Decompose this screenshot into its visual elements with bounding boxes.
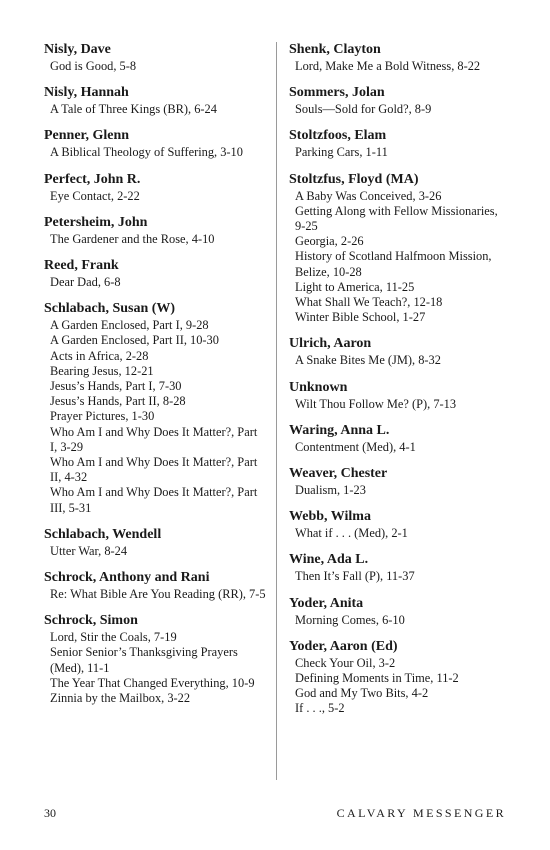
author-name: Schrock, Anthony and Rani: [44, 570, 210, 586]
author-name: Perfect, John R.: [44, 171, 141, 187]
article-title: A Garden Enclosed, Part I, 9-28: [50, 318, 209, 333]
article-title: Getting Along with Fellow Missionaries, 9-25: [295, 203, 498, 234]
article-title: Utter War, 8-24: [50, 543, 128, 558]
article-title: Dualism, 1-23: [295, 483, 366, 498]
author-name: Waring, Anna L.: [289, 422, 390, 438]
index-entry: [44, 214, 266, 247]
index-entry: [289, 638, 511, 717]
index-entry: [44, 127, 266, 160]
author-name: Schrock, Simon: [44, 613, 138, 629]
index-entry: [289, 41, 511, 74]
article-title: God is Good, 5-8: [50, 59, 137, 73]
author-name: Wine, Ada L.: [289, 552, 369, 568]
article-title: Who Am I and Why Does It Matter?, Part I, 3-29: [50, 424, 258, 454]
author-name: Stoltzfoos, Elam: [289, 128, 387, 144]
article-title: If . . ., 5-2: [295, 701, 345, 716]
article-title: Souls—Sold for Gold?, 8-9: [295, 102, 432, 117]
index-column-left: [44, 41, 266, 716]
index-entry: [289, 551, 511, 584]
author-name: Petersheim, John: [44, 214, 148, 230]
article-title: A Garden Enclosed, Part II, 10-30: [50, 333, 219, 348]
author-name: Schlabach, Susan (W): [44, 301, 176, 317]
author-name: Yoder, Aaron (Ed): [289, 638, 398, 654]
article-title: Jesus’s Hands, Part I, 7-30: [50, 379, 182, 394]
author-name: Sommers, Jolan: [289, 85, 385, 101]
article-title: Defining Moments in Time, 11-2: [295, 671, 459, 686]
index-entry: [44, 300, 266, 516]
index-entry: [289, 127, 511, 160]
article-title: Who Am I and Why Does It Matter?, Part III, 5-31: [50, 485, 258, 515]
index-entry: [44, 257, 266, 290]
index-entry: [289, 335, 511, 368]
article-title: The Gardener and the Rose, 4-10: [50, 231, 215, 246]
article-title: Morning Comes, 6-10: [295, 612, 405, 627]
article-title: What Shall We Teach?, 12-18: [295, 295, 443, 310]
article-title: Eye Contact, 2-22: [50, 188, 140, 203]
article-title: Re: What Bible Are You Reading (RR), 7-5: [50, 587, 266, 602]
index-entry: [289, 379, 511, 412]
article-title: Contentment (Med), 4-1: [295, 439, 416, 454]
index-entry: [289, 171, 511, 326]
index-entry: [44, 569, 266, 602]
index-entry: [289, 84, 511, 117]
article-title: Then It’s Fall (P), 11-37: [295, 569, 415, 584]
author-name: Webb, Wilma: [289, 509, 371, 525]
article-title: Lord, Make Me a Bold Witness, 8-22: [295, 59, 481, 73]
index-entry: [44, 171, 266, 204]
article-title: A Tale of Three Kings (BR), 6-24: [50, 102, 217, 117]
index-entry: [44, 612, 266, 706]
index-entry: [289, 508, 511, 541]
article-title: A Baby Was Conceived, 3-26: [295, 188, 442, 203]
index-entry: [44, 526, 266, 559]
article-title: What if . . . (Med), 2-1: [295, 526, 408, 541]
article-title: History of Scotland Halfmoon Mission, Belize, 10-28: [295, 249, 492, 279]
article-title: A Biblical Theology of Suffering, 3-10: [50, 145, 243, 160]
article-title: Lord, Stir the Coals, 7-19: [50, 630, 177, 645]
article-title: Dear Dad, 6-8: [50, 275, 121, 290]
article-title: Prayer Pictures, 1-30: [50, 409, 155, 424]
article-title: Zinnia by the Mailbox, 3-22: [50, 691, 191, 706]
publication-name: CALVARY MESSENGER: [336, 806, 506, 820]
author-name: Yoder, Anita: [289, 595, 364, 611]
author-name: Ulrich, Aaron: [289, 336, 372, 352]
article-title: Georgia, 2-26: [295, 234, 364, 249]
article-title: Check Your Oil, 3-2: [295, 655, 396, 670]
author-name: Unknown: [289, 379, 348, 395]
author-name: Shenk, Clayton: [289, 42, 381, 57]
column-divider: [276, 42, 277, 780]
article-title: Jesus’s Hands, Part II, 8-28: [50, 394, 186, 409]
author-name: Schlabach, Wendell: [44, 526, 162, 542]
article-title: Who Am I and Why Does It Matter?, Part II, 4-32: [50, 455, 258, 485]
index-entry: [289, 595, 511, 628]
article-title: Winter Bible School, 1-27: [295, 310, 426, 325]
page-number: 30: [44, 806, 56, 820]
author-name: Nisly, Hannah: [44, 85, 129, 101]
index-entry: [44, 84, 266, 117]
author-name: Penner, Glenn: [44, 128, 130, 144]
index-entry: [289, 422, 511, 455]
article-title: God and My Two Bits, 4-2: [295, 686, 429, 701]
index-entry: [44, 41, 266, 74]
index-column-right: [289, 41, 511, 727]
article-title: Wilt Thou Follow Me? (P), 7-13: [295, 396, 457, 411]
article-title: Light to America, 11-25: [295, 279, 415, 294]
article-title: Senior Senior’s Thanksgiving Prayers (Med), 11-1: [50, 645, 238, 675]
article-title: Acts in Africa, 2-28: [50, 348, 149, 363]
article-title: Bearing Jesus, 12-21: [50, 363, 154, 378]
author-name: Nisly, Dave: [44, 42, 111, 57]
article-title: The Year That Changed Everything, 10-9: [50, 675, 255, 690]
author-name: Stoltzfus, Floyd (MA): [289, 171, 419, 187]
author-name: Weaver, Chester: [289, 466, 388, 482]
article-title: A Snake Bites Me (JM), 8-32: [295, 353, 441, 368]
index-entry: [289, 465, 511, 498]
article-title: Parking Cars, 1-11: [295, 145, 388, 160]
author-name: Reed, Frank: [44, 258, 119, 274]
